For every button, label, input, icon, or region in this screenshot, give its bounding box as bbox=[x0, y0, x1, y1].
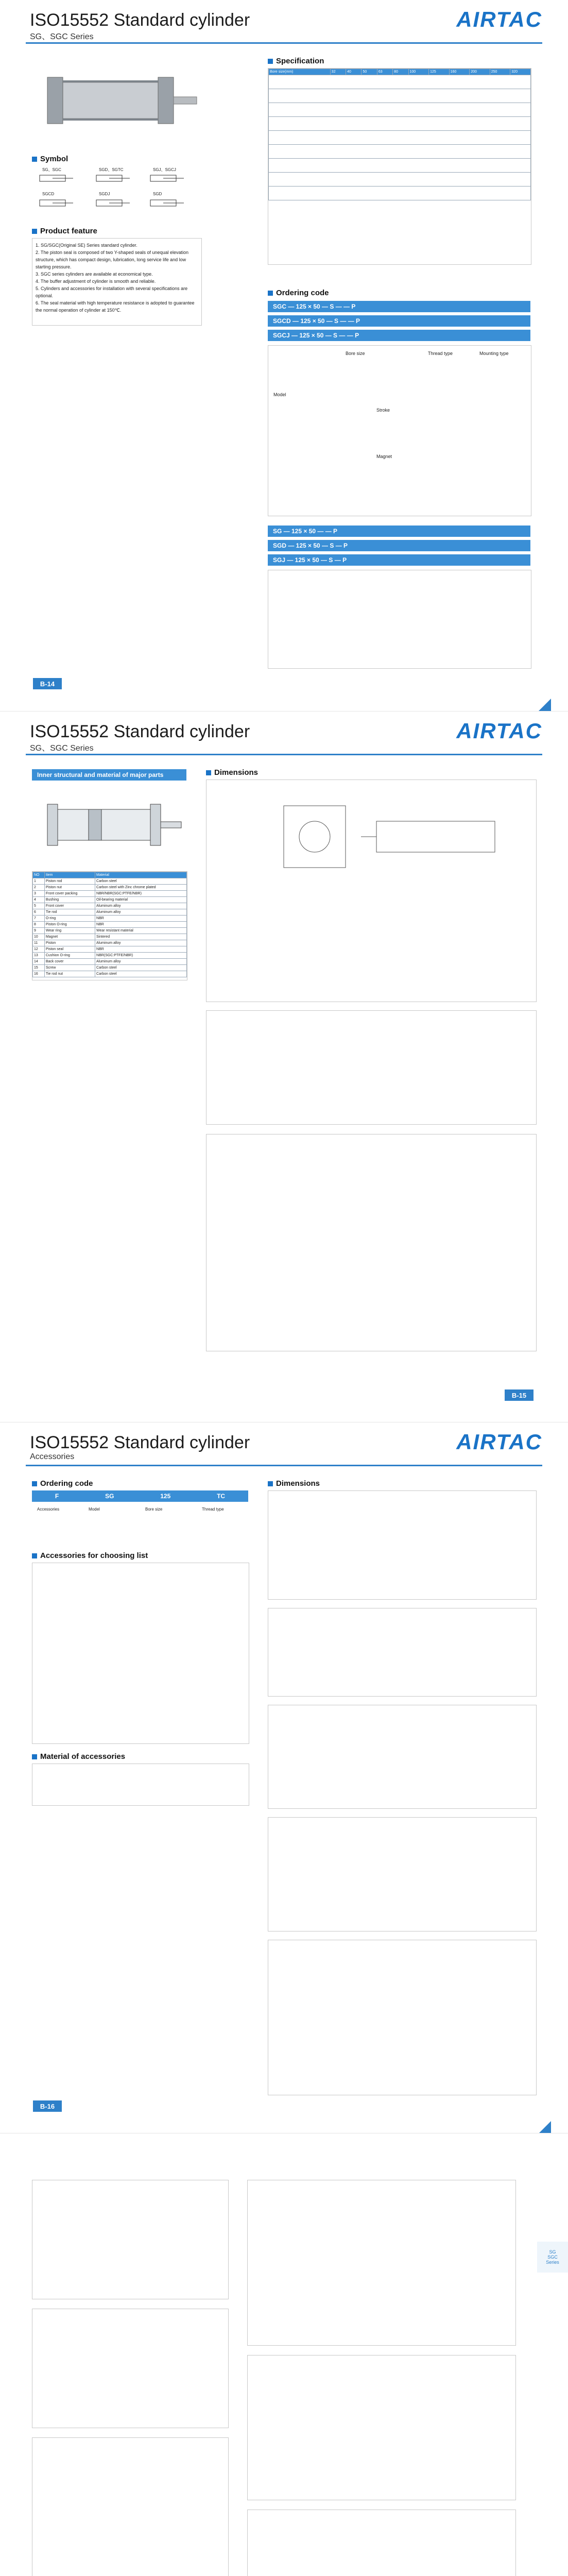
accessory-code-labels: Accessories Model Bore size Thread type bbox=[37, 1507, 224, 1512]
ordering-code-row: SG — 125 × 50 — — P bbox=[268, 526, 530, 537]
option-label-model: Model bbox=[273, 392, 286, 397]
table-row: 13 Cushion O-ring NBR(SGC:PTFE/NBR) bbox=[33, 953, 187, 959]
spec-header-cell: 80 bbox=[393, 69, 408, 75]
table-row: 1 Piston rod Carbon steel bbox=[33, 878, 187, 885]
header-rule bbox=[26, 42, 542, 44]
dimension-drawing-f-ca bbox=[247, 2355, 516, 2500]
page-title: ISO15552 Standard cylinder bbox=[30, 10, 250, 30]
page-subtitle: Accessories bbox=[30, 1452, 75, 1461]
header-rule bbox=[26, 754, 542, 755]
cylinder-section-drawing bbox=[32, 789, 186, 866]
page-header bbox=[10, 1422, 558, 1464]
feature-item: 4. The buffer adjustment of cylinder is smooth and reliable. bbox=[36, 279, 156, 284]
spec-header-cell: 40 bbox=[346, 69, 362, 75]
symbol-label: SGJ、SGCJ bbox=[153, 167, 176, 172]
table-row: 7 O-ring NBR bbox=[33, 916, 187, 922]
spec-header-cell: 160 bbox=[449, 69, 470, 75]
ordering-code-heading: Ordering code bbox=[268, 289, 329, 297]
dimension-drawing-i bbox=[32, 2309, 229, 2428]
dimension-drawing-fa bbox=[268, 1705, 537, 1809]
spec-header-cell: Bore size(mm) bbox=[269, 69, 331, 75]
catalog-page-b15 bbox=[0, 711, 568, 1422]
specification-table bbox=[268, 68, 531, 265]
feature-item: 3. SGC series cylinders are available at economical type. bbox=[36, 272, 153, 277]
cylinder-photo bbox=[32, 62, 202, 139]
option-label-bore: Bore size bbox=[346, 351, 365, 356]
dimension-drawing-cr-f bbox=[247, 2180, 516, 2346]
dimension-drawing-sgj bbox=[206, 1134, 537, 1351]
table-row: 4 Bushing Oil-bearing material bbox=[33, 897, 187, 903]
materials-table: NO Item Material 1 Piston rod Carbon steel 2 Piston nut Carbon steel with Zinc chrome plated 3 Front cover packing NBR/NBR(SGC:PTFE/NBR) 4 Bushing Oil-bearing material 5 Front cover Aluminum alloy 6 Tie rod Aluminum alloy 7 O-ring NBR 8 Piston O-ring NBR 9 Wear ring Wear resistant material 10 Magnet Sintered 11 Piston Aluminum alloy 12 Piston seal NBR 13 Cushion O-ring NBR(SGC:PTFE/NBR) 14 Back cover Aluminum alloy 15 Screw Carbon steel 16 Tie rod nut Carbon steel bbox=[32, 871, 187, 980]
product-feature-heading: Product feature bbox=[32, 227, 97, 235]
table-row: 8 Piston O-ring NBR bbox=[33, 922, 187, 928]
table-row: 11 Piston Aluminum alloy bbox=[33, 940, 187, 946]
table-row: 16 Tie rod nut Carbon steel bbox=[33, 971, 187, 977]
symbol-label: SG、SGC bbox=[42, 167, 61, 172]
ordering-code-row: SGC — 125 × 50 — S — — P bbox=[268, 301, 530, 312]
table-row: 9 Wear ring Wear resistant material bbox=[33, 928, 187, 934]
symbol-diagrams bbox=[32, 166, 202, 217]
spec-header-cell: 32 bbox=[330, 69, 346, 75]
page-number: B-14 bbox=[33, 678, 62, 689]
table-row: 14 Back cover Aluminum alloy bbox=[33, 959, 187, 965]
page-title: ISO15552 Standard cylinder bbox=[30, 722, 250, 741]
option-label-mount: Mounting type bbox=[479, 351, 509, 356]
accessories-list-heading: Accessories for choosing list bbox=[32, 1551, 148, 1560]
table-row: 12 Piston seal NBR bbox=[33, 946, 187, 953]
catalog-page-b16 bbox=[0, 1422, 568, 2133]
dimensions-heading: Dimensions bbox=[206, 768, 258, 777]
feature-item: 5. Cylinders and accessories for installation with several specifications are optional. bbox=[36, 286, 188, 298]
inner-structure-heading: Inner structural and material of major parts bbox=[32, 769, 186, 781]
table-row: 10 Magnet Sintered bbox=[33, 934, 187, 940]
page-title: ISO15552 Standard cylinder bbox=[30, 1433, 250, 1452]
page-subtitle: SG、SGC Series bbox=[30, 744, 94, 753]
ordering-code-row: SGCJ — 125 × 50 — S — — P bbox=[268, 330, 530, 341]
page-number: B-15 bbox=[505, 1389, 533, 1401]
spec-header-cell: 125 bbox=[429, 69, 450, 75]
catalog-page-b17 bbox=[0, 2133, 568, 2576]
accessories-list-table bbox=[32, 1563, 249, 1744]
spec-header-cell: 50 bbox=[362, 69, 377, 75]
dimension-drawing-f-cb bbox=[247, 2510, 516, 2576]
table-row: 15 Screw Carbon steel bbox=[33, 965, 187, 971]
brand-logo: AIRTAC bbox=[456, 7, 542, 31]
symbol-label: SGCD bbox=[42, 192, 55, 196]
specification-heading: Specification bbox=[268, 57, 324, 65]
feature-item: 1. SG/SGC(Original SE) Series standard cylinder. bbox=[36, 243, 137, 248]
page-header bbox=[10, 0, 558, 41]
spec-header-cell: 200 bbox=[470, 69, 490, 75]
ordering-code-row: SGD — 125 × 50 — S — P bbox=[268, 540, 530, 551]
table-row: 6 Tie rod Aluminum alloy bbox=[33, 909, 187, 916]
material-accessories-heading: Material of accessories bbox=[32, 1752, 125, 1761]
table-row: 3 Front cover packing NBR/NBR(SGC:PTFE/NBR) bbox=[33, 891, 187, 897]
material-accessories-table bbox=[32, 1764, 249, 1806]
ordering-code-heading: Ordering code bbox=[32, 1479, 93, 1488]
accessory-code-bar: F SG 125 TC bbox=[32, 1490, 248, 1502]
dimension-drawing-cr bbox=[32, 2180, 229, 2299]
table-row: 5 Front cover Aluminum alloy bbox=[33, 903, 187, 909]
series-side-tab: SG SGC Series bbox=[537, 2242, 568, 2273]
spec-header-cell: 63 bbox=[377, 69, 392, 75]
brand-logo: AIRTAC bbox=[456, 1430, 542, 1454]
corner-mark bbox=[539, 699, 551, 711]
symbol-label: SGD bbox=[153, 192, 162, 196]
catalog-page-b14 bbox=[0, 0, 568, 711]
ordering-code-options-sg bbox=[268, 570, 531, 669]
corner-mark bbox=[539, 2121, 551, 2133]
symbol-heading: Symbol bbox=[32, 155, 68, 163]
option-label-magnet: Magnet bbox=[376, 454, 392, 459]
dimension-drawing-tc bbox=[32, 2437, 229, 2576]
spec-header-cell: 100 bbox=[408, 69, 429, 75]
page-number: B-16 bbox=[33, 2100, 62, 2112]
table-row: 2 Piston nut Carbon steel with Zinc chrome plated bbox=[33, 885, 187, 891]
product-feature-list bbox=[32, 238, 202, 326]
page-header bbox=[10, 711, 558, 753]
option-label-stroke: Stroke bbox=[376, 408, 390, 413]
symbol-label: SGD、SGTC bbox=[99, 167, 124, 172]
dimension-drawing-fb bbox=[268, 1817, 537, 1931]
option-label-thread: Thread type bbox=[428, 351, 453, 356]
feature-item: 2. The piston seal is composed of two Y-shaped seals of unequal elevation structure, which has compact design, lubrication, long service life and low starting pressure. bbox=[36, 250, 189, 269]
feature-item: 6. The seal material with high temperature resistance is adopted to guarantee the normal operation of cylinder at 150℃. bbox=[36, 300, 195, 313]
brand-logo: AIRTAC bbox=[456, 719, 542, 743]
header-rule bbox=[26, 1465, 542, 1466]
symbol-label: SGDJ bbox=[99, 192, 110, 196]
ordering-code-row: SGCD — 125 × 50 — S — — P bbox=[268, 315, 530, 327]
dimension-drawing-ca bbox=[268, 1490, 537, 1600]
dimension-drawing-sgd bbox=[206, 1010, 537, 1125]
spec-header-cell: 320 bbox=[510, 69, 531, 75]
ordering-code-options bbox=[268, 345, 531, 516]
ordering-code-row: SGJ — 125 × 50 — S — P bbox=[268, 554, 530, 566]
dimension-drawing-cb bbox=[268, 1608, 537, 1697]
dimensions-heading: Dimensions bbox=[268, 1479, 320, 1488]
dimension-drawing-sg bbox=[206, 779, 537, 1002]
spec-header-cell: 250 bbox=[490, 69, 510, 75]
dimension-drawing-y bbox=[268, 1940, 537, 2095]
page-subtitle: SG、SGC Series bbox=[30, 32, 94, 41]
